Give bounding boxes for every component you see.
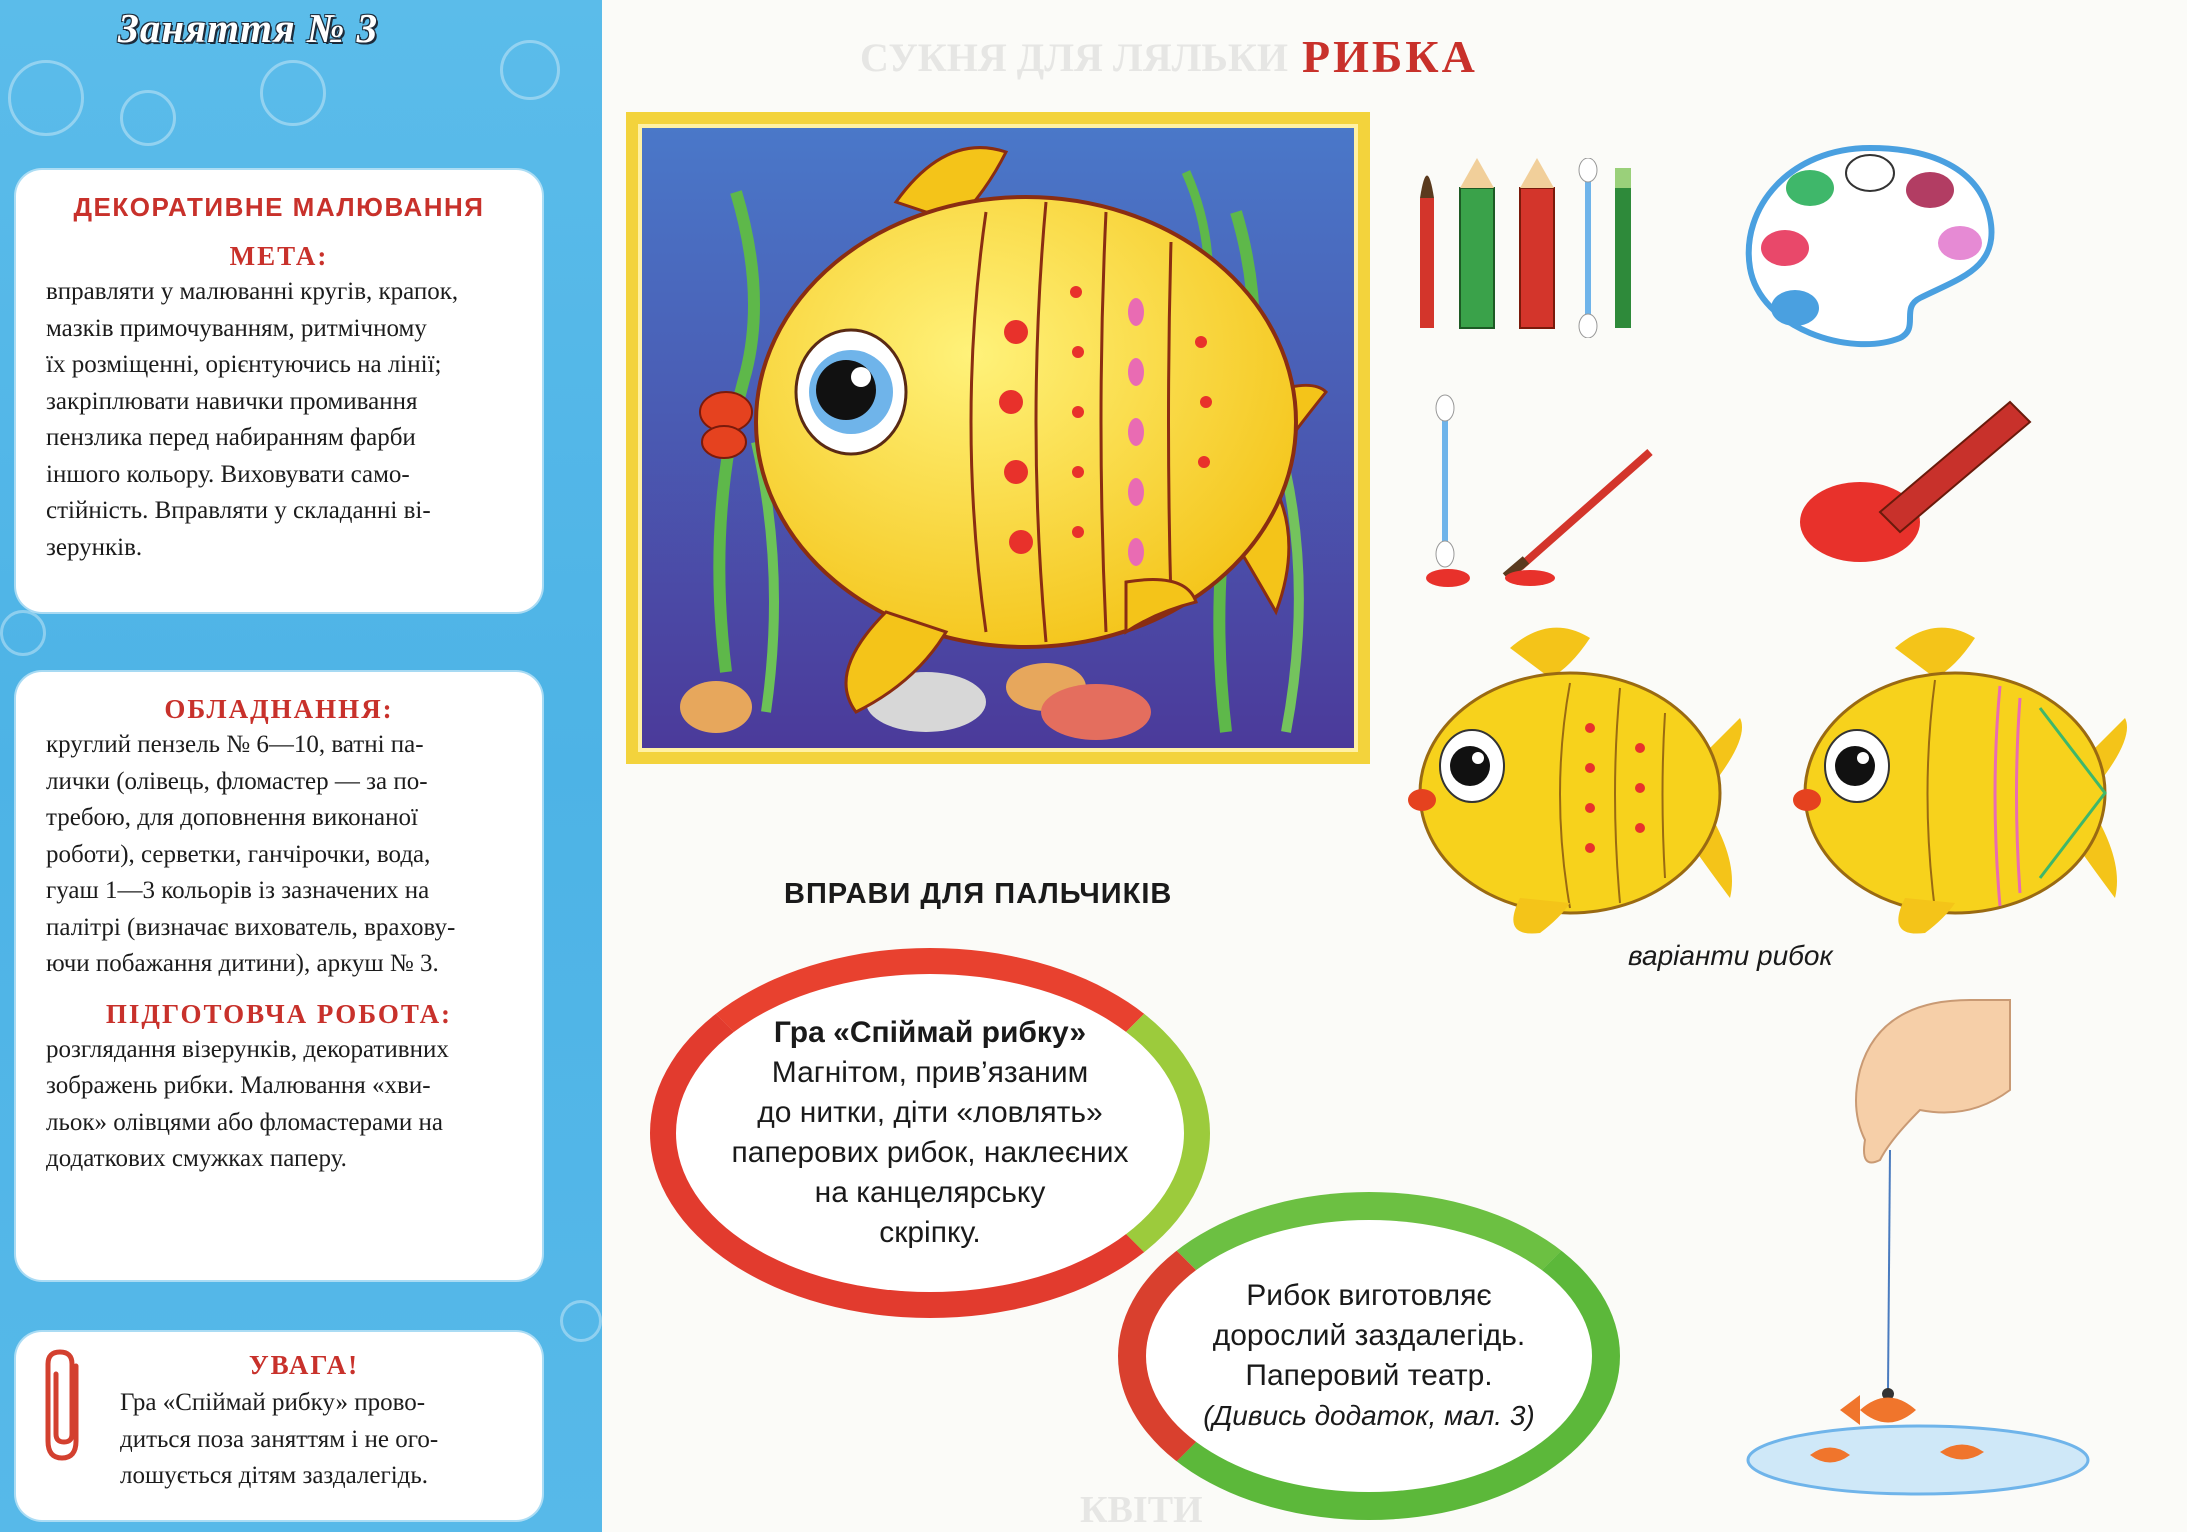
decor-bubble: [260, 60, 326, 126]
text-line: Магнітом, прив’язаним: [771, 1056, 1089, 1089]
text-line: до нитки, діти «ловлять»: [757, 1096, 1103, 1129]
decor-bubble: [500, 40, 560, 100]
decor-bubble: [8, 60, 84, 136]
main-fish-illustration: [626, 112, 1370, 764]
prep-heading: ПІДГОТОВЧА РОБОТА:: [105, 998, 453, 1029]
fish-variants-illustration: [1400, 618, 2160, 940]
text-line: іншого кольору. Виховувати само-: [46, 460, 410, 488]
decor-bubble: [0, 610, 46, 656]
text-line: Рибок виготовляє: [1246, 1279, 1492, 1312]
decor-bubble: [560, 1300, 602, 1342]
text-line: Гра «Спіймай рибку» прово-: [120, 1389, 426, 1416]
paperclip-icon: [36, 1346, 96, 1466]
note-reference: (Дивись додаток, мал. 3): [1203, 1400, 1535, 1431]
equipment-card: [16, 672, 542, 1280]
equipment-heading: ОБЛАДНАННЯ:: [164, 694, 394, 724]
text-line: лошується дітям заздалегідь.: [120, 1462, 429, 1489]
note-ellipse: [1118, 1192, 1620, 1520]
text-line: лички (олівець, фломастер — за по-: [46, 767, 428, 795]
show-through-text: КВІТИ: [1080, 1489, 1203, 1531]
game-title: Гра «Спіймай рибку»: [773, 1016, 1087, 1049]
goal-heading: МЕТА:: [229, 241, 329, 271]
text-line: додаткових смужках паперу.: [46, 1145, 347, 1172]
text-line: льок» олівцями або фломастерами на: [46, 1108, 444, 1136]
text-line: ючи побажання дитини), аркуш № 3.: [46, 950, 439, 977]
text-line: мазків примочуванням, ритмічному: [46, 314, 427, 342]
game-ellipse: [650, 948, 1210, 1318]
text-line: розглядання візерунків, декоративних: [46, 1035, 449, 1063]
finger-exercises-title: ВПРАВИ ДЛЯ ПАЛЬЧИКІВ: [784, 878, 1173, 910]
text-line: диться поза заняттям і не ого-: [120, 1425, 439, 1453]
text-line: їх розміщенні, орієнтуючись на лінії;: [46, 351, 442, 378]
page-title: РИБКА: [1302, 31, 1478, 82]
fishing-game-illustration: [1740, 990, 2100, 1522]
decor-bubble: [120, 90, 176, 146]
text-line: стійність. Вправляти у складанні ві-: [46, 497, 431, 524]
text-line: зображень рибки. Малювання «хви-: [46, 1072, 431, 1099]
text-line: требою, для доповнення виконаної: [46, 804, 418, 831]
painting-technique-icons: [1420, 392, 2060, 602]
text-line: вправляти у малюванні кругів, крапок,: [46, 278, 459, 305]
card-title: ДЕКОРАТИВНЕ МАЛЮВАННЯ: [73, 192, 485, 222]
text-line: паперових рибок, наклеєних: [731, 1136, 1129, 1169]
text-line: пензлика перед набиранням фарби: [46, 424, 416, 451]
drawing-tools-icons: [1410, 158, 1660, 338]
text-line: на канцелярську: [814, 1176, 1046, 1209]
show-through-text: СУКНЯ ДЛЯ ЛЯЛЬКИ: [860, 35, 1288, 80]
text-line: зерунків.: [46, 533, 143, 561]
text-line: закріплювати навички промивання: [46, 387, 418, 415]
text-line: круглий пензель № 6—10, ватні па-: [46, 731, 424, 758]
attention-heading: УВАГА!: [248, 1350, 360, 1380]
goal-card: [16, 170, 542, 612]
lesson-title: Заняття № 3: [118, 5, 379, 51]
text-line: роботи), серветки, ганчірочки, вода,: [46, 840, 431, 868]
text-line: скріпку.: [879, 1216, 981, 1249]
text-line: палітрі (визначає вихователь, врахову-: [46, 913, 456, 941]
goal-text: [16, 274, 542, 566]
prep-text: [16, 1032, 542, 1178]
equipment-text: [16, 727, 542, 983]
attention-card: [16, 1332, 542, 1520]
fish-variants-caption: варіанти рибок: [1628, 940, 1833, 971]
text-line: гуаш 1—3 кольорів із зазначених на: [46, 877, 430, 904]
text-line: дорослий заздалегідь.: [1212, 1319, 1526, 1352]
text-line: Паперовий театр.: [1245, 1359, 1493, 1392]
paint-palette-icon: [1730, 128, 2010, 368]
